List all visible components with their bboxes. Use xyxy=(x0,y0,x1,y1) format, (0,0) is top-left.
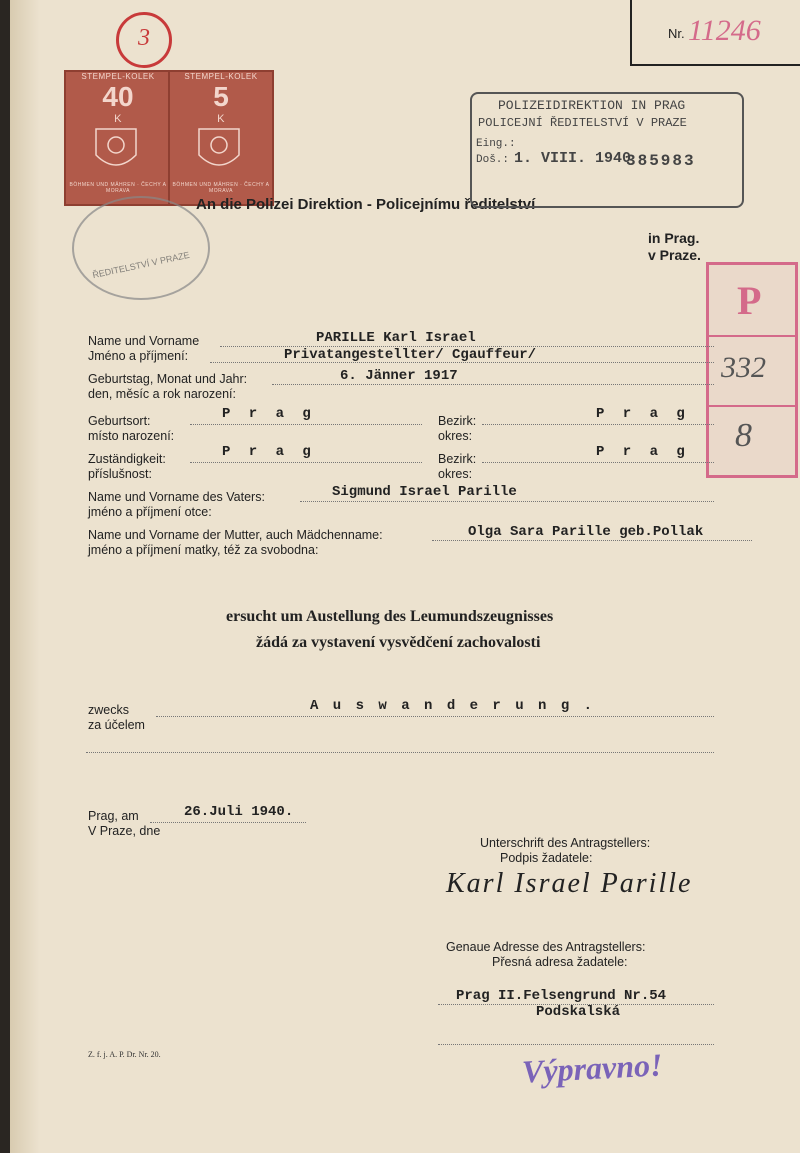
birthplace-value: P r a g xyxy=(222,406,316,422)
birthdate-dotline xyxy=(272,384,714,385)
dispatch-stamp: Výpravno! xyxy=(521,1046,664,1090)
stamp-unit: K xyxy=(114,113,122,125)
mother-label-cs: jméno a příjmení matky, též za svobodna: xyxy=(88,543,319,557)
birthdate-label-de: Geburtstag, Monat und Jahr: xyxy=(88,372,248,386)
round-seal xyxy=(72,196,210,300)
father-dotline xyxy=(300,501,714,502)
birthplace-dotline xyxy=(190,424,422,425)
nr-label: Nr. xyxy=(668,26,685,41)
name-label-cs: Jméno a příjmení: xyxy=(88,349,189,363)
father-value: Sigmund Israel Parille xyxy=(332,484,517,500)
received-stamp xyxy=(470,92,744,208)
domicile-label-cs: příslušnost: xyxy=(88,467,152,481)
place-de: in Prag. xyxy=(648,230,700,246)
stamp-top-text: STEMPEL-KOLEK xyxy=(81,72,155,81)
birthplace-district-label-de: Bezirk: xyxy=(438,414,477,428)
number-box xyxy=(630,0,800,66)
date-label-de: Prag, am xyxy=(88,809,139,823)
birthplace-district-label-cs: okres: xyxy=(438,429,473,443)
domicile-dotline xyxy=(190,462,422,463)
purpose-label-de: zwecks xyxy=(88,703,129,717)
lion-emblem-icon xyxy=(170,125,268,177)
stamp-value: 40 xyxy=(102,81,134,112)
circled-number xyxy=(116,12,172,68)
pink-stamp-sub: 8 xyxy=(735,417,752,454)
purpose-dotline-2 xyxy=(86,752,714,753)
round-seal-text: ŘEDITELSTVÍ V PRAZE xyxy=(91,249,191,281)
birthdate-label-cs: den, měsíc a rok narození: xyxy=(88,387,236,401)
domicile-district-label-de: Bezirk: xyxy=(438,452,477,466)
mother-value: Olga Sara Parille geb.Pollak xyxy=(468,524,704,540)
father-label-de: Name und Vorname des Vaters: xyxy=(88,490,265,504)
address-label-cs: Přesná adresa žadatele: xyxy=(492,955,628,969)
address-dotline xyxy=(438,1004,714,1005)
name-value: PARILLE Karl Israel xyxy=(316,330,476,346)
revenue-stamp-40 xyxy=(64,70,172,206)
received-number: 385983 xyxy=(626,152,696,170)
eing-label: Eing.: xyxy=(476,138,516,150)
request-line-de: ersucht um Austellung des Leumundszeugnisses xyxy=(226,608,554,625)
birthplace-district-dotline xyxy=(482,424,714,425)
purpose-value: A u s w a n d e r u n g . xyxy=(310,698,596,714)
name-label-de: Name und Vorname xyxy=(88,334,200,348)
nr-value: 11246 xyxy=(688,14,761,47)
mother-dotline xyxy=(432,540,752,541)
place-cs: v Praze. xyxy=(648,247,701,263)
stamp-unit: K xyxy=(217,113,225,125)
purpose-label-cs: za účelem xyxy=(88,718,145,732)
date-label-cs: V Praze, dne xyxy=(88,824,161,838)
signature-label-cs: Podpis žadatele: xyxy=(500,851,593,865)
received-date: 1. VIII. 1940 xyxy=(514,150,632,167)
stamp-top-text: STEMPEL-KOLEK xyxy=(184,72,258,81)
signature-label-de: Unterschrift des Antragstellers: xyxy=(480,836,651,850)
stamp-bottom-text: BÖHMEN UND MÄHREN · ČECHY A MORAVA xyxy=(69,182,167,194)
domicile-label-de: Zuständigkeit: xyxy=(88,452,166,466)
dos-label: Doš.: xyxy=(476,154,510,166)
revenue-stamp-5 xyxy=(168,70,274,206)
stamp-bottom-text: BÖHMEN UND MÄHREN · ČECHY A MORAVA xyxy=(172,182,270,194)
name-dotline-2 xyxy=(210,362,714,363)
birthdate-value: 6. Jänner 1917 xyxy=(340,368,458,384)
stamp-value: 5 xyxy=(213,81,229,112)
birthplace-label-cs: místo narození: xyxy=(88,429,175,443)
domicile-district-label-cs: okres: xyxy=(438,467,473,481)
name-dotline xyxy=(220,346,714,347)
address-label-de: Genaue Adresse des Antragstellers: xyxy=(446,940,646,954)
birthplace-label-de: Geburtsort: xyxy=(88,414,151,428)
purpose-dotline xyxy=(156,716,714,717)
address-dotline-2 xyxy=(438,1044,714,1045)
received-stamp-line1: POLIZEIDIREKTION IN PRAG xyxy=(498,98,686,113)
date-value: 26.Juli 1940. xyxy=(184,804,294,820)
birthplace-district-value: P r a g xyxy=(596,406,690,422)
domicile-district-dotline xyxy=(482,462,714,463)
father-label-cs: jméno a příjmení otce: xyxy=(88,505,212,519)
date-dotline xyxy=(150,822,306,823)
lion-emblem-icon xyxy=(66,125,166,177)
pink-stamp-number: 332 xyxy=(721,351,766,384)
form-code: Z. f. j. A. P. Dr. Nr. 20. xyxy=(88,1050,161,1059)
request-line-cs: žádá za vystavení vysvědčení zachovalosti xyxy=(256,634,541,651)
address-line-1: Prag II.Felsengrund Nr.54 xyxy=(456,988,667,1004)
mother-label-de: Name und Vorname der Mutter, auch Mädchenname: xyxy=(88,528,383,542)
received-stamp-line2: POLICEJNÍ ŘEDITELSTVÍ V PRAZE xyxy=(478,116,687,130)
occupation-value: Privatangestellter/ Cgauffeur/ xyxy=(284,347,537,363)
pink-stamp-box xyxy=(706,262,798,478)
addressee: An die Polizei Direktion - Policejnímu ředitelství xyxy=(196,196,536,213)
circled-number-value: 3 xyxy=(138,25,150,51)
pink-stamp-letter: P xyxy=(737,278,762,323)
address-line-2: Podskalská xyxy=(536,1004,621,1020)
domicile-value: P r a g xyxy=(222,444,316,460)
signature-value: Karl Israel Parille xyxy=(446,868,693,899)
domicile-district-value: P r a g xyxy=(596,444,690,460)
